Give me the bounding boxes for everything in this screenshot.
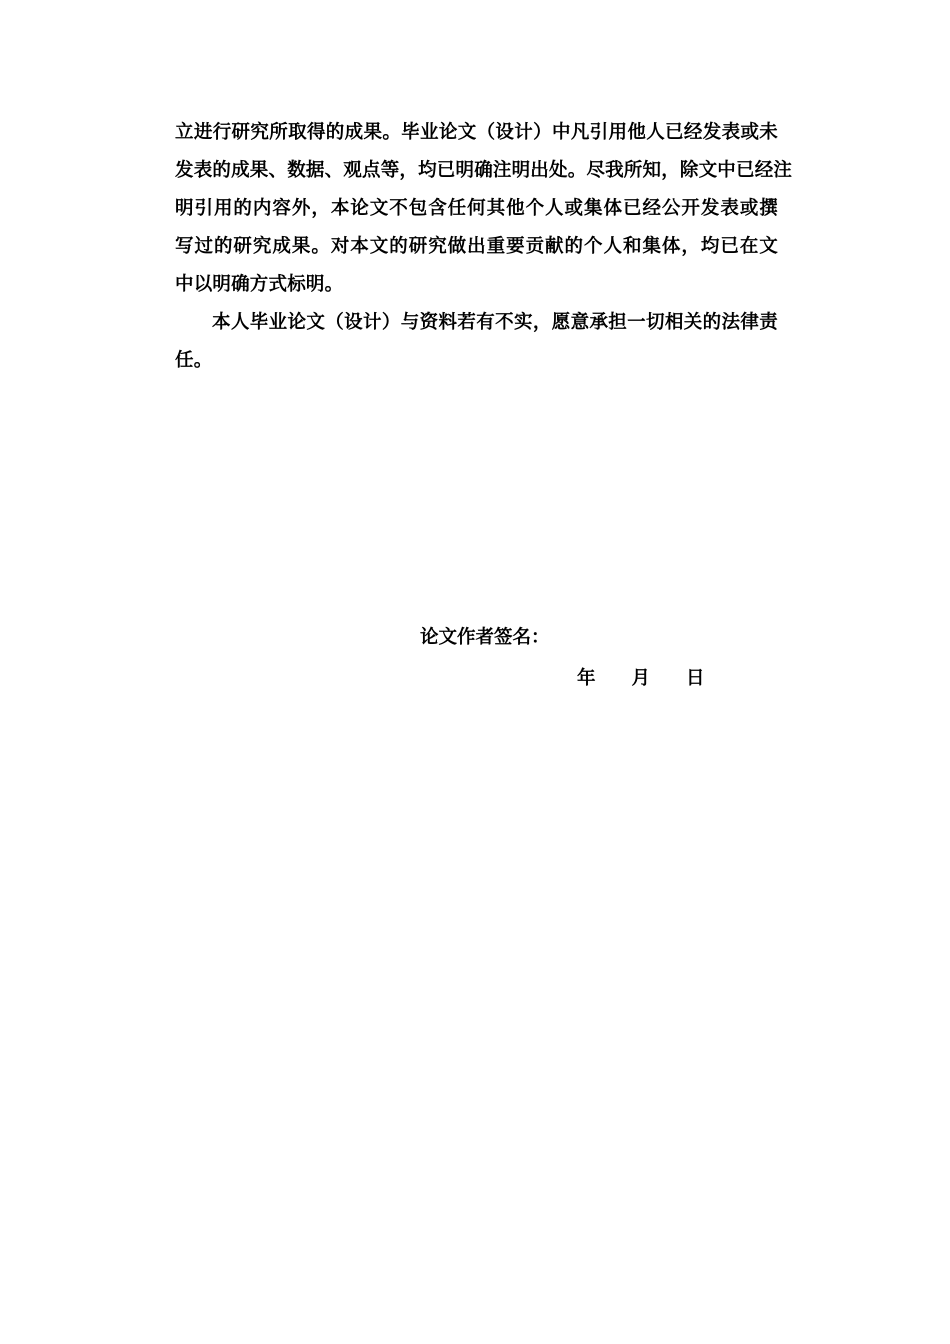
responsibility-line-2: 任。 <box>175 350 213 371</box>
responsibility-line-1: 本人毕业论文（设计）与资料若有不实，愿意承担一切相关的法律责 <box>212 312 778 333</box>
date-day-label: 日 <box>686 668 705 689</box>
declaration-line-4: 写过的研究成果。对本文的研究做出重要贡献的个人和集体，均已在文 <box>175 236 778 257</box>
declaration-line-2: 发表的成果、数据、观点等，均已明确注明出处。尽我所知，除文中已经注 <box>175 160 793 181</box>
declaration-line-3: 明引用的内容外，本论文不包含任何其他个人或集体已经公开发表或撰 <box>175 198 778 219</box>
date-year-label: 年 <box>577 668 596 689</box>
declaration-text <box>175 114 793 380</box>
author-signature-label: 论文作者签名： <box>420 627 550 648</box>
declaration-line-1: 立进行研究所取得的成果。毕业论文（设计）中凡引用他人已经发表或未 <box>175 122 778 143</box>
declaration-line-5: 中以明确方式标明。 <box>175 274 344 295</box>
date-month-label: 月 <box>631 668 651 689</box>
signature-date <box>577 665 705 693</box>
